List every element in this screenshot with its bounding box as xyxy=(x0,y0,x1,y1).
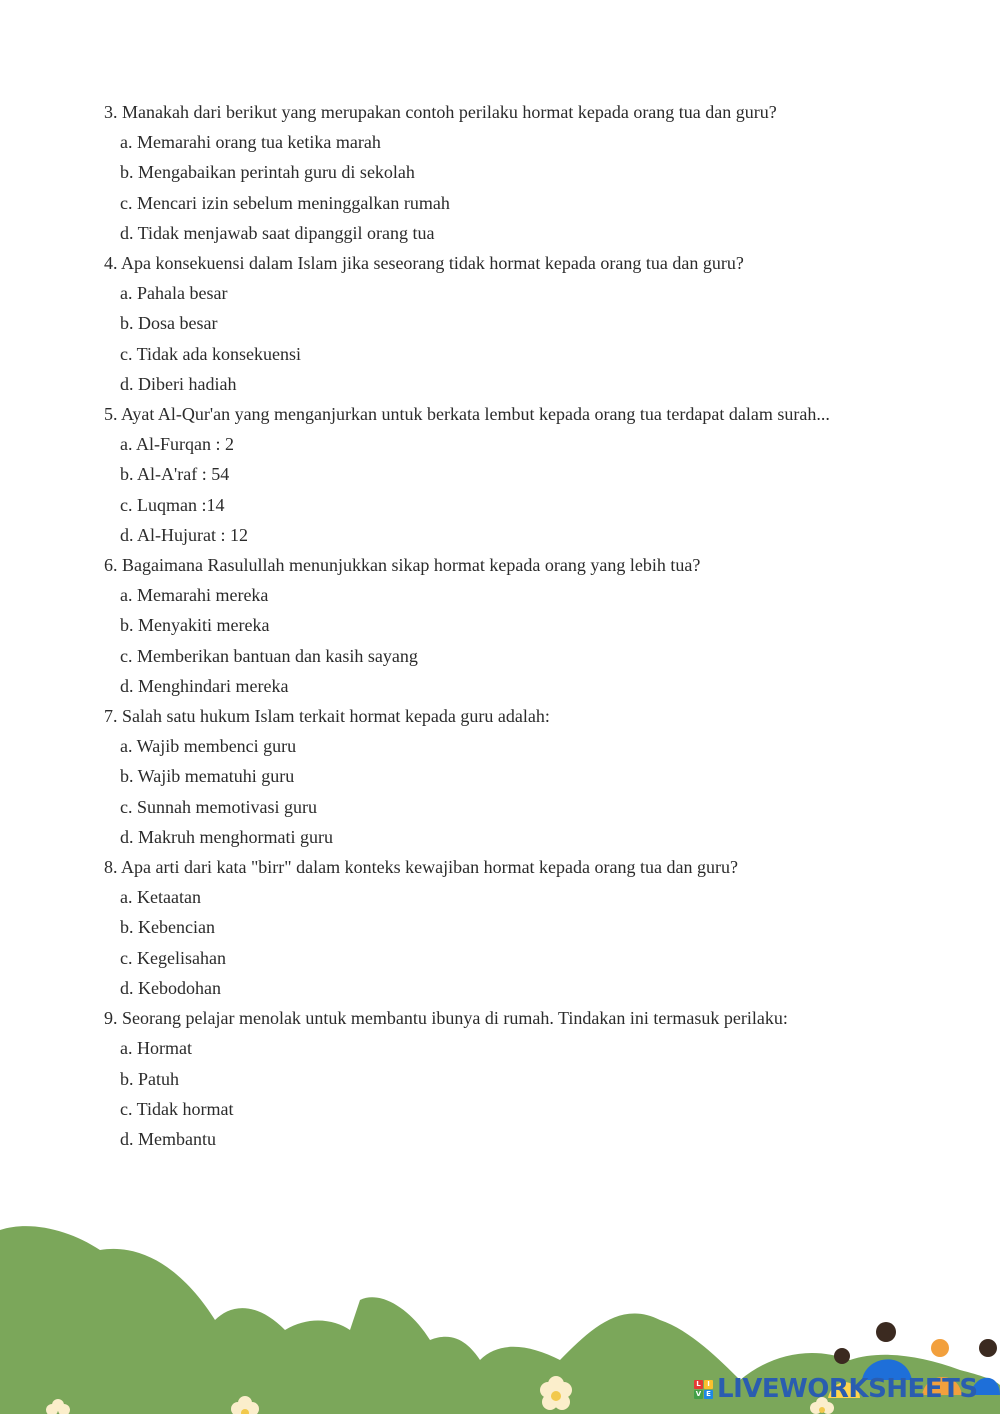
question-text: 5. Ayat Al-Qur'an yang menganjurkan untuk berkata lembut kepada orang tua terdapat dalam surah... xyxy=(104,404,830,425)
question-text: 3. Manakah dari berikut yang merupakan contoh perilaku hormat kepada orang tua dan guru? xyxy=(104,102,777,122)
answer-option: b. Dosa besar xyxy=(120,313,218,334)
logo-letter: I xyxy=(704,1380,713,1389)
answer-option: b. Al-A'raf : 54 xyxy=(120,464,230,485)
answer-option: c. Mencari izin sebelum meninggalkan rumah xyxy=(120,192,450,213)
answer-option: b. Patuh xyxy=(120,1068,180,1089)
question-text: 8. Apa arti dari kata "birr" dalam konteks kewajiban hormat kepada orang tua dan guru? xyxy=(104,857,738,878)
answer-option: d. Kebodohan xyxy=(120,977,221,998)
logo-letter: E xyxy=(704,1390,713,1399)
answer-option: b. Wajib mematuhi guru xyxy=(120,766,295,787)
answer-option: c. Tidak hormat xyxy=(120,1098,234,1119)
answer-option: a. Wajib membenci guru xyxy=(120,736,297,757)
liveworksheets-logo xyxy=(694,1372,978,1406)
question-list xyxy=(104,97,900,1154)
answer-option: c. Kegelisahan xyxy=(120,947,226,968)
answer-option: a. Ketaatan xyxy=(120,887,201,908)
logo-wordmark: LIVEWORKSHEETS xyxy=(717,1374,978,1404)
logo-letter: L xyxy=(694,1380,703,1389)
answer-option: c. Memberikan bantuan dan kasih sayang xyxy=(120,645,418,666)
answer-option: d. Makruh menghormati guru xyxy=(120,826,333,847)
answer-option: d. Al-Hujurat : 12 xyxy=(120,524,248,545)
answer-option: b. Menyakiti mereka xyxy=(120,615,270,636)
answer-option: a. Memarahi orang tua ketika marah xyxy=(120,132,381,153)
answer-option: c. Sunnah memotivasi guru xyxy=(120,796,317,817)
answer-option: c. Luqman :14 xyxy=(120,494,225,515)
question-text: 6. Bagaimana Rasulullah menunjukkan sikap hormat kepada orang yang lebih tua? xyxy=(104,555,701,576)
live-badge-icon xyxy=(694,1380,713,1399)
answer-option: d. Membantu xyxy=(120,1128,216,1149)
answer-option: b. Kebencian xyxy=(120,917,215,938)
answer-option: d. Diberi hadiah xyxy=(120,373,237,394)
answer-option: a. Hormat xyxy=(120,1038,192,1059)
answer-option: b. Mengabaikan perintah guru di sekolah xyxy=(120,162,415,183)
question-text: 4. Apa konsekuensi dalam Islam jika seseorang tidak hormat kepada orang tua dan guru? xyxy=(104,253,744,274)
answer-option: c. Tidak ada konsekuensi xyxy=(120,343,301,364)
answer-option: a. Al-Furqan : 2 xyxy=(120,434,234,455)
question-text: 9. Seorang pelajar menolak untuk membantu ibunya di rumah. Tindakan ini termasuk perilaku: xyxy=(104,1008,788,1029)
answer-option: d. Tidak menjawab saat dipanggil orang tua xyxy=(120,222,435,243)
question-text: 7. Salah satu hukum Islam terkait hormat kepada guru adalah: xyxy=(104,706,550,727)
answer-option: a. Memarahi mereka xyxy=(120,585,269,606)
logo-letter: V xyxy=(695,1389,702,1398)
answer-option: a. Pahala besar xyxy=(120,283,228,304)
answer-option: d. Menghindari mereka xyxy=(120,675,289,696)
